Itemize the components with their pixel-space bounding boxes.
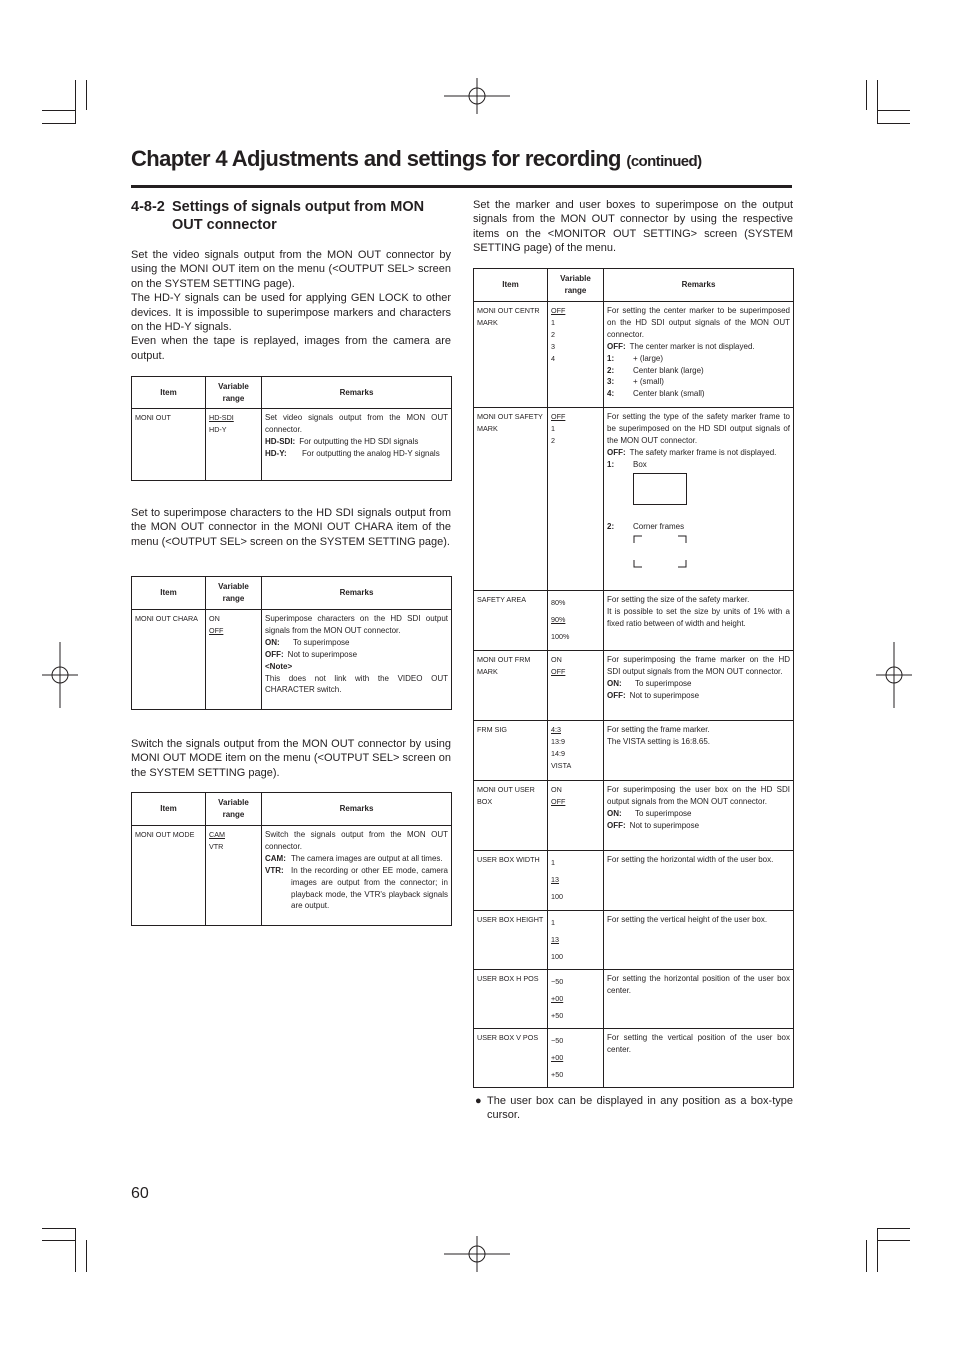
range-cell (548, 591, 604, 651)
registration-crosshair-icon (42, 642, 78, 708)
body-paragraph: Switch the signals output from the MON OUT connector by using MONI OUT MODE item on the menu (<OUTPUT SEL> screen on the SYSTEM SETTING page). (131, 738, 451, 779)
table-row (474, 651, 794, 721)
chapter-title (131, 146, 701, 172)
range-cell (548, 851, 604, 911)
remarks-cell (262, 409, 452, 481)
remark-text: Superimpose characters on the HD SDI output signals from the MON OUT connector. (265, 614, 448, 635)
item-cell: USER BOX HEIGHT (474, 911, 548, 970)
range-value: HD-SDI (209, 413, 234, 422)
range-cell (548, 1029, 604, 1088)
range-value: 1 (551, 317, 555, 327)
table-row (474, 302, 794, 408)
corner-frames-icon (633, 534, 703, 570)
range-cell (548, 721, 604, 781)
paragraph-chara (131, 506, 451, 549)
table-row (474, 781, 794, 851)
table-row (474, 851, 794, 911)
col-header-item: Item (132, 577, 206, 610)
def-value: The safety marker frame is not displayed. (629, 447, 777, 457)
intro-paragraphs (131, 248, 451, 363)
range-value: ON (209, 614, 220, 623)
item-cell: USER BOX V POS (474, 1029, 548, 1088)
right-intro (473, 198, 793, 256)
range-cell (548, 408, 604, 591)
item-cell: MONI OUT CENTR MARK (474, 302, 548, 408)
range-value: 100 (551, 952, 563, 961)
range-cell (548, 970, 604, 1029)
def-value: The center marker is not displayed. (629, 341, 755, 351)
col-header-range: Variable range (206, 793, 262, 826)
table-row (132, 610, 452, 710)
range-value: 100% (551, 632, 570, 641)
range-value: OFF (551, 666, 566, 676)
range-cell (548, 781, 604, 851)
def-key: 2: (607, 521, 615, 531)
range-value: 3 (551, 341, 555, 351)
note-label: <Note> (265, 661, 293, 671)
table-row (132, 826, 452, 926)
range-value: +50 (551, 1070, 564, 1079)
range-value: −50 (551, 977, 564, 986)
def-key: ON: (607, 678, 622, 688)
section-number: 4-8-2 (131, 199, 165, 215)
def-value: To superimpose (635, 678, 692, 688)
range-value: 80% (551, 598, 566, 607)
range-cell (206, 409, 262, 481)
range-cell (548, 302, 604, 408)
def-value: Not to superimpose (287, 649, 358, 659)
intro-paragraph: Set the video signals output from the MON OUT connector by using the MONI OUT item on the menu (<OUTPUT SEL> screen on the SYSTEM SETTING page). (131, 249, 451, 290)
continued-label: (continued) (626, 153, 702, 170)
item-cell: FRM SIG (474, 721, 548, 781)
def-value: Not to superimpose (629, 820, 700, 830)
item-cell: MONI OUT (132, 409, 206, 481)
remark-text: For setting the frame marker. (607, 725, 710, 734)
range-value: OFF (551, 412, 566, 421)
bullet-icon: ● (475, 1095, 482, 1107)
range-value: 14:9 (551, 748, 565, 758)
range-value: 13 (551, 935, 559, 944)
item-cell: USER BOX H POS (474, 970, 548, 1029)
def-value: + (small) (633, 377, 664, 387)
range-value: 90% (551, 615, 566, 624)
remarks-cell: For setting the horizontal position of the user box center. (604, 970, 794, 1029)
range-value: 13:9 (551, 736, 565, 746)
range-value: ON (551, 785, 562, 794)
table-row (132, 409, 452, 481)
def-key: 4: (607, 389, 615, 399)
range-value: HD-Y (209, 424, 227, 434)
item-cell: MONI OUT USER BOX (474, 781, 548, 851)
remark-text: For setting the type of the safety marker frame to be superimposed on the HD SDI output signals of the MON OUT connector. (607, 412, 790, 445)
item-cell: MONI OUT CHARA (132, 610, 206, 710)
range-value: OFF (551, 796, 566, 806)
remarks-cell (262, 826, 452, 926)
section-title-line1: Settings of signals output from MON (172, 199, 425, 215)
remark-text: For setting the center marker to be superimposed on the HD SDI output signals of the MON OUT connector. (607, 306, 790, 339)
def-key: 2: (607, 365, 615, 375)
remarks-cell (604, 408, 794, 591)
col-header-remarks: Remarks (262, 377, 452, 409)
def-value: Center blank (large) (633, 365, 704, 375)
def-value: The camera images are output at all times. (291, 853, 443, 863)
remarks-cell (604, 591, 794, 651)
range-value: VTR (209, 841, 224, 851)
item-cell: MONI OUT FRM MARK (474, 651, 548, 721)
registration-crosshair-icon (444, 78, 510, 114)
def-key: 1: (607, 353, 615, 363)
bullet-text: The user box can be displayed in any position as a box-type cursor. (487, 1095, 793, 1122)
range-value: +00 (551, 1053, 564, 1062)
remarks-cell (604, 781, 794, 851)
def-value: + (large) (633, 353, 664, 363)
remarks-cell (262, 610, 452, 710)
col-header-item: Item (132, 793, 206, 826)
intro-paragraph: The HD-Y signals can be used for applying GEN LOCK to other devices. It is impossible to superimpose markers and characters on the HD-Y signals. (131, 292, 451, 334)
moni-out-chara-table (131, 576, 452, 710)
moni-out-table (131, 376, 452, 481)
item-cell: MONI OUT MODE (132, 826, 206, 926)
safety-box-illustration (633, 473, 687, 505)
def-key: 3: (607, 377, 615, 387)
range-cell (548, 911, 604, 970)
def-value: For outputting the analog HD-Y signals (302, 448, 440, 458)
table-row (474, 970, 794, 1029)
remarks-cell: For setting the horizontal width of the user box. (604, 851, 794, 911)
range-value: 4 (551, 353, 555, 363)
def-key: HD-Y: (265, 448, 287, 458)
range-value: CAM (209, 830, 225, 839)
remark-text: Set video signals output from the MON OUT connector. (265, 413, 448, 434)
range-value: 1 (551, 423, 555, 433)
bullet-note (473, 1094, 793, 1123)
col-header-range: Variable range (206, 377, 262, 409)
section-title-line2: OUT connector (172, 217, 277, 233)
def-value: Center blank (small) (633, 389, 705, 399)
col-header-remarks: Remarks (262, 793, 452, 826)
header-rule (131, 185, 792, 188)
range-value: 100 (551, 892, 563, 901)
def-value: In the recording or other EE mode, camera images are output from the connector; in playback mode, the VTR's playback signals are output. (291, 865, 448, 911)
remark-text: For superimposing the frame marker on the HD SDI output signals from the MON OUT connector. (607, 655, 790, 676)
remarks-cell: For setting the vertical position of the user box center. (604, 1029, 794, 1088)
col-header-remarks: Remarks (604, 269, 794, 302)
def-key: VTR: (265, 865, 284, 875)
range-value: 1 (551, 858, 555, 867)
range-cell (548, 651, 604, 721)
range-value: +00 (551, 994, 564, 1003)
item-cell: SAFETY AREA (474, 591, 548, 651)
item-cell: USER BOX WIDTH (474, 851, 548, 911)
monitor-out-setting-table (473, 268, 794, 1088)
def-value: Corner frames (633, 521, 685, 531)
def-key: ON: (265, 637, 280, 647)
col-header-remarks: Remarks (262, 577, 452, 610)
remarks-cell (604, 651, 794, 721)
registration-crosshair-icon (876, 642, 912, 708)
item-cell: MONI OUT SAFETY MARK (474, 408, 548, 591)
range-value: 2 (551, 435, 555, 445)
def-value: For outputting the HD SDI signals (299, 436, 419, 446)
def-key: OFF: (607, 447, 626, 457)
table-row (474, 591, 794, 651)
def-key: OFF: (607, 341, 626, 351)
table-row (474, 1029, 794, 1088)
def-value: To superimpose (635, 808, 692, 818)
def-key: OFF: (607, 820, 626, 830)
range-value: OFF (551, 306, 566, 315)
body-paragraph: Set to superimpose characters to the HD SDI signals output from the MON OUT connector in the MONI OUT CHARA item of the menu (<OUTPUT SEL> screen on the SYSTEM SETTING page). (131, 507, 451, 548)
section-title (131, 198, 461, 234)
remark-text: It is possible to set the size by units of 1% with a fixed ratio between of width and height. (607, 606, 790, 628)
paragraph-mode (131, 737, 451, 780)
range-value: 2 (551, 329, 555, 339)
range-cell (206, 826, 262, 926)
body-paragraph: Set the marker and user boxes to superimpose on the output signals from the MON OUT connector by using the respective items on the <MONITOR OUT SETTING> screen (SYSTEM SETTING page) of the menu. (473, 199, 793, 255)
moni-out-mode-table (131, 792, 452, 926)
def-value: To superimpose (293, 637, 350, 647)
range-value: +50 (551, 1011, 564, 1020)
col-header-item: Item (474, 269, 548, 302)
def-value: Not to superimpose (629, 690, 700, 700)
def-key: OFF: (607, 690, 626, 700)
page-number: 60 (131, 1185, 149, 1202)
def-key: 1: (607, 459, 615, 469)
range-value: VISTA (551, 760, 572, 770)
range-value: 1 (551, 918, 555, 927)
range-value: OFF (209, 625, 224, 635)
remark-text: For superimposing the user box on the HD SDI output signals from the MON OUT connector. (607, 785, 790, 806)
remarks-cell (604, 721, 794, 781)
range-value: −50 (551, 1036, 564, 1045)
col-header-item: Item (132, 377, 206, 409)
note-text: This does not link with the VIDEO OUT CHARACTER switch. (265, 673, 448, 695)
range-value: 13 (551, 875, 559, 884)
range-value: ON (551, 655, 562, 664)
range-value: 4:3 (551, 725, 561, 734)
def-key: CAM: (265, 853, 286, 863)
registration-crosshair-icon (444, 1236, 510, 1272)
range-cell (206, 610, 262, 710)
col-header-range: Variable range (206, 577, 262, 610)
col-header-range: Variable range (548, 269, 604, 302)
table-row (474, 721, 794, 781)
remark-text: For setting the size of the safety marker. (607, 595, 750, 604)
def-key: HD-SDI: (265, 436, 296, 446)
table-row (474, 408, 794, 591)
def-value: Box (633, 459, 647, 469)
def-key: ON: (607, 808, 622, 818)
remark-text: Switch the signals output from the MON OUT connector. (265, 830, 448, 851)
table-row (474, 911, 794, 970)
def-key: OFF: (265, 649, 284, 659)
remark-text: The VISTA setting is 16:8.65. (607, 736, 711, 746)
remarks-cell (604, 302, 794, 408)
remarks-cell: For setting the vertical height of the user box. (604, 911, 794, 970)
chapter-title-text: Chapter 4 Adjustments and settings for recording (131, 146, 621, 171)
intro-paragraph: Even when the tape is replayed, images from the camera are output. (131, 335, 451, 362)
